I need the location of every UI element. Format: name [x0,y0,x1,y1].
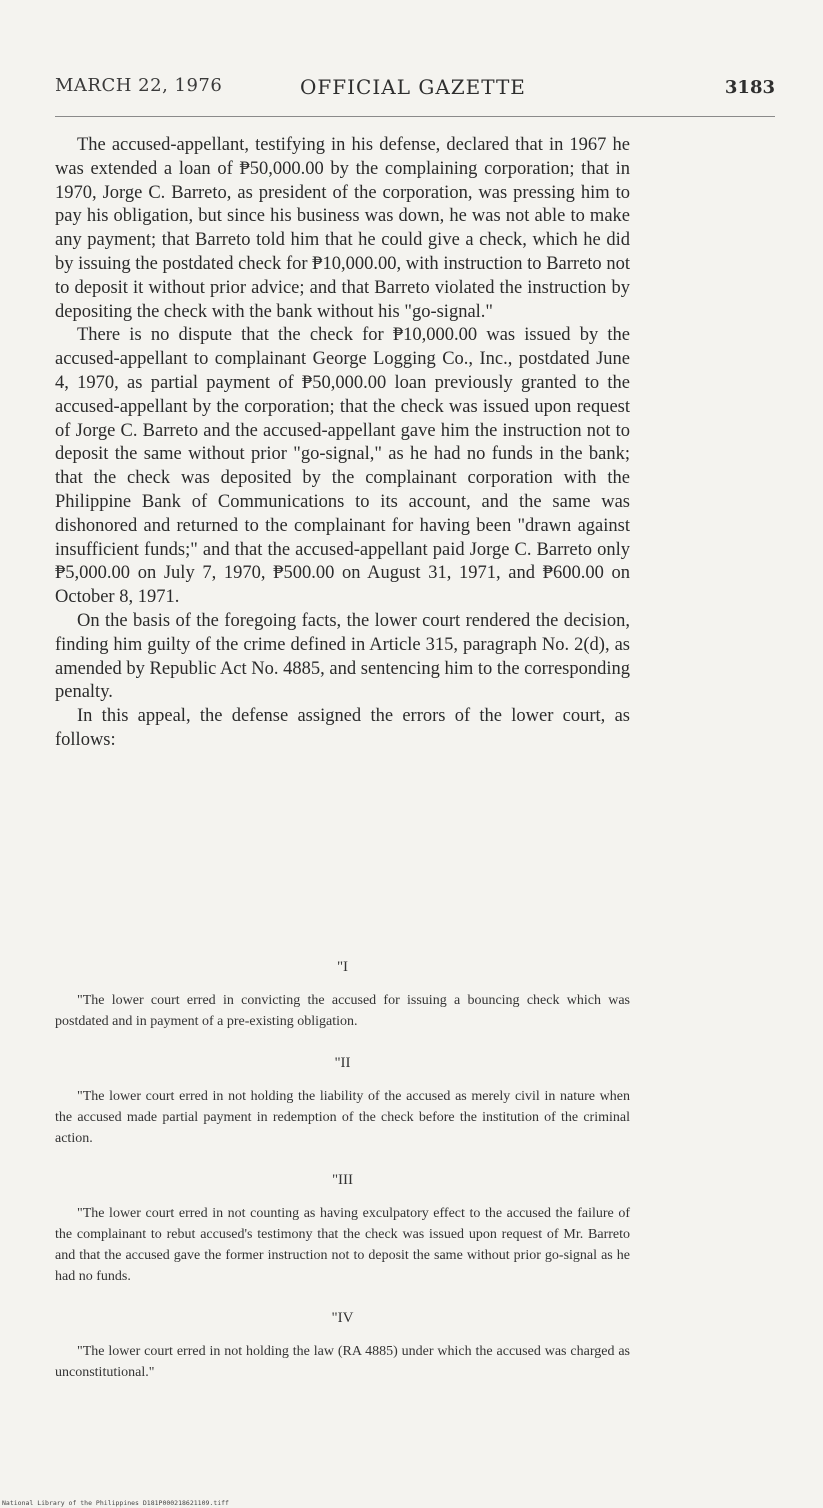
header-date: MARCH 22, 1976 [55,75,223,96]
assigned-errors [55,956,630,1403]
error-numeral: "III [331,1172,354,1188]
error-numeral: "I [336,959,349,975]
header-rule [55,116,775,117]
error-text: "The lower court erred in not counting as having exculpatory effect to the accused the failure of the complainant to rebut accused's testimony that the check was issued upon request of Mr. Barreto and that the accused gave the former instruction not to deposit the same without prior go-signal as he had no funds. [55,1206,630,1284]
error-text: "The lower court erred in not holding the liability of the accused as merely civil in nature when the accused made partial payment in redemption of the check before the institution of the criminal action. [55,1089,630,1146]
paragraph: On the basis of the foregoing facts, the lower court rendered the decision, finding him guilty of the crime defined in Article 315, paragraph No. 2(d), as amended by Republic Act No. 4885, and sentencing him to the corresponding penalty. [55,610,630,703]
page-header [55,75,775,109]
error-numeral: "II [334,1055,351,1071]
body-text [55,134,630,753]
error-numeral: "IV [331,1310,354,1326]
paragraph: There is no dispute that the check for ₱10,000.00 was issued by the accused-appellant to complainant George Logging Co., Inc., postdated June 4, 1970, as partial payment of ₱50,000.00 loan previously granted to the accused-appellant by the corporation; that the check was issued upon request of Jorge C. Barreto and the accused-appellant gave him the instruction not to deposit the same without prior "go-signal," as he had no funds in the bank; that the check was deposited by the complainant corporation with the Philippine Bank of Communications to its account, and the same was dishonored and returned to the complainant for having been "drawn against insufficient funds;" and that the accused-appellant paid Jorge C. Barreto only ₱5,000.00 on July 7, 1970, ₱500.00 on August 31, 1971, and ₱600.00 on October 8, 1971. [55,325,630,608]
scan-footer: National Library of the Philippines D181P000218621109.tiff [2,1499,229,1507]
error-text: "The lower court erred in convicting the accused for issuing a bouncing check which was postdated and in payment of a pre-existing obligation. [55,993,630,1029]
error-text: "The lower court erred in not holding the law (RA 4885) under which the accused was charged as unconstitutional." [55,1344,630,1380]
paragraph: In this appeal, the defense assigned the errors of the lower court, as follows: [55,706,630,750]
header-title: OFFICIAL GAZETTE [300,75,526,99]
paragraph: The accused-appellant, testifying in his defense, declared that in 1967 he was extended a loan of ₱50,000.00 by the complaining corporation; that in 1970, Jorge C. Barreto, as president of the corporation, was pressing him to pay his obligation, but since his business was down, he was not able to make any payment; that Barreto told him that he could give a check, which he did by issuing the postdated check for ₱10,000.00, with instruction to Barreto not to deposit it without prior advice; and that Barreto violated the instruction by depositing the check with the bank without his "go-signal." [55,135,630,322]
header-page-number: 3183 [724,77,775,98]
